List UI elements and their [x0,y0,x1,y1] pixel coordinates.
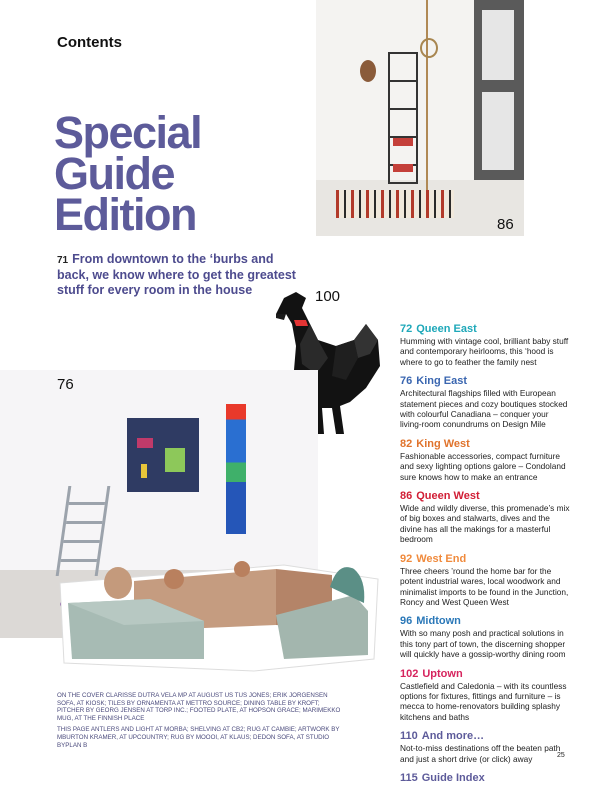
section-description: Three cheers ’round the home bar for the potent industrial wares, local woodwork and minimalist imports to be found in the Junction, Roncy and West Queen West [400,565,569,607]
pendant-bulb [420,38,438,58]
section-guide-index[interactable] [400,771,570,785]
section-title: Guide Index [421,771,485,784]
striped-rug [336,190,454,218]
section-midtown[interactable] [400,614,570,659]
modular-sofa [54,555,384,675]
section-title: Queen West [416,490,480,503]
bedroom-photo [316,0,524,236]
section-page: 96 [400,615,413,628]
photo-page-86: 86 [497,216,514,233]
section-title: And more… [421,730,485,743]
section-description: Humming with vintage cool, brilliant baby stuff and contemporary heirlooms, this ‘hood is where to go to feather the family nest [400,336,569,367]
section-title: West End [416,552,467,565]
section-title: Uptown [422,667,463,680]
photo-page-100: 100 [315,288,341,305]
antler-mount [360,60,376,82]
section-uptown[interactable] [400,667,570,723]
intro-text: From downtown to the ‘burbs and back, we know where to get the greatest stuff for every room in the house [57,252,296,297]
abstract-painting [127,418,199,492]
section-title: King East [416,375,467,388]
wire-shelf [388,52,418,184]
section-page: 92 [400,552,413,565]
section-page: 86 [400,490,413,503]
section-list [400,322,570,792]
striped-tapestry [226,404,246,534]
photo-credits [57,692,347,753]
section-queen-east[interactable] [400,322,570,367]
section-king-east[interactable] [400,374,570,430]
section-page: 115 [400,771,418,784]
section-title: King West [416,437,470,450]
title-line-2: Guide [54,148,175,199]
section-description: Castlefield and Caledonia – with its countless options for fixtures, fittings and furniture – is mecca to home-renovators building splashy kitchens and baths [400,680,567,722]
section-west-end[interactable] [400,552,570,608]
section-and-more[interactable] [400,729,570,764]
section-page: 102 [400,667,419,680]
section-description: Not-to-miss destinations off the beaten path and just a short drive (or click) away [400,743,561,764]
section-page: 72 [400,323,413,335]
page-credit: THIS PAGE ANTLERS AND LIGHT AT MORBA; SHELVING AT CB2; RUG AT CAMBIE; ARTWORK BY MBURTON KRAMER, AT UPCOUNTRY; RUG BY MOOOI, AT KLAUS; DEDON SOFA, AT STUDIO BYPLAN B [57,726,340,749]
section-description: Fashionable accessories, compact furniture and sexy lighting options galore – Condoland sure knows how to make an entrance [400,450,566,482]
guide-title [54,107,314,240]
contents-label: Contents [57,34,122,51]
intro-page-number: 71 [57,255,69,266]
section-page: 76 [400,375,413,388]
section-description: Architectural flagships filled with European statement pieces and cozy boutiques stocked with colourful Canadiana – conquer your living-room conundrums on Design Mile [400,388,568,430]
section-page: 110 [400,730,418,743]
title-line-1: Special [54,107,202,158]
title-line-3: Edition [54,189,196,240]
section-title: Midtown [416,615,461,628]
section-page: 82 [400,437,413,450]
section-queen-west[interactable] [400,489,570,545]
photo-page-76: 76 [57,376,74,393]
section-description: Wide and wildly diverse, this promenade’s mix of big boxes and stalwarts, dives and the divine has all the makings for a masterful bedroom [400,503,570,545]
section-description: With so many posh and practical solutions in this tony part of town, the discerning shopper will quickly have a gossip-worthy dining room [400,628,566,660]
page-number: 25 [557,752,565,759]
section-title: Queen East [416,323,477,335]
section-king-west[interactable] [400,437,570,482]
cover-credit: ON THE COVER CLARISSE DUTRA VELA MP AT AUGUST US TUS JONES; ERIK JORGENSEN SOFA, AT KIOSK; TILES BY ORNAMENTA AT METTRO SOURCE; DINING TABLE BY KROFT; PITCHER BY GEORG JENSEN AT TORP INC.; FOOTED PLATE, AT HOPSON GRACE; MARIMEKKO MUG, AT THE FINNISH PLACE [57,692,341,722]
